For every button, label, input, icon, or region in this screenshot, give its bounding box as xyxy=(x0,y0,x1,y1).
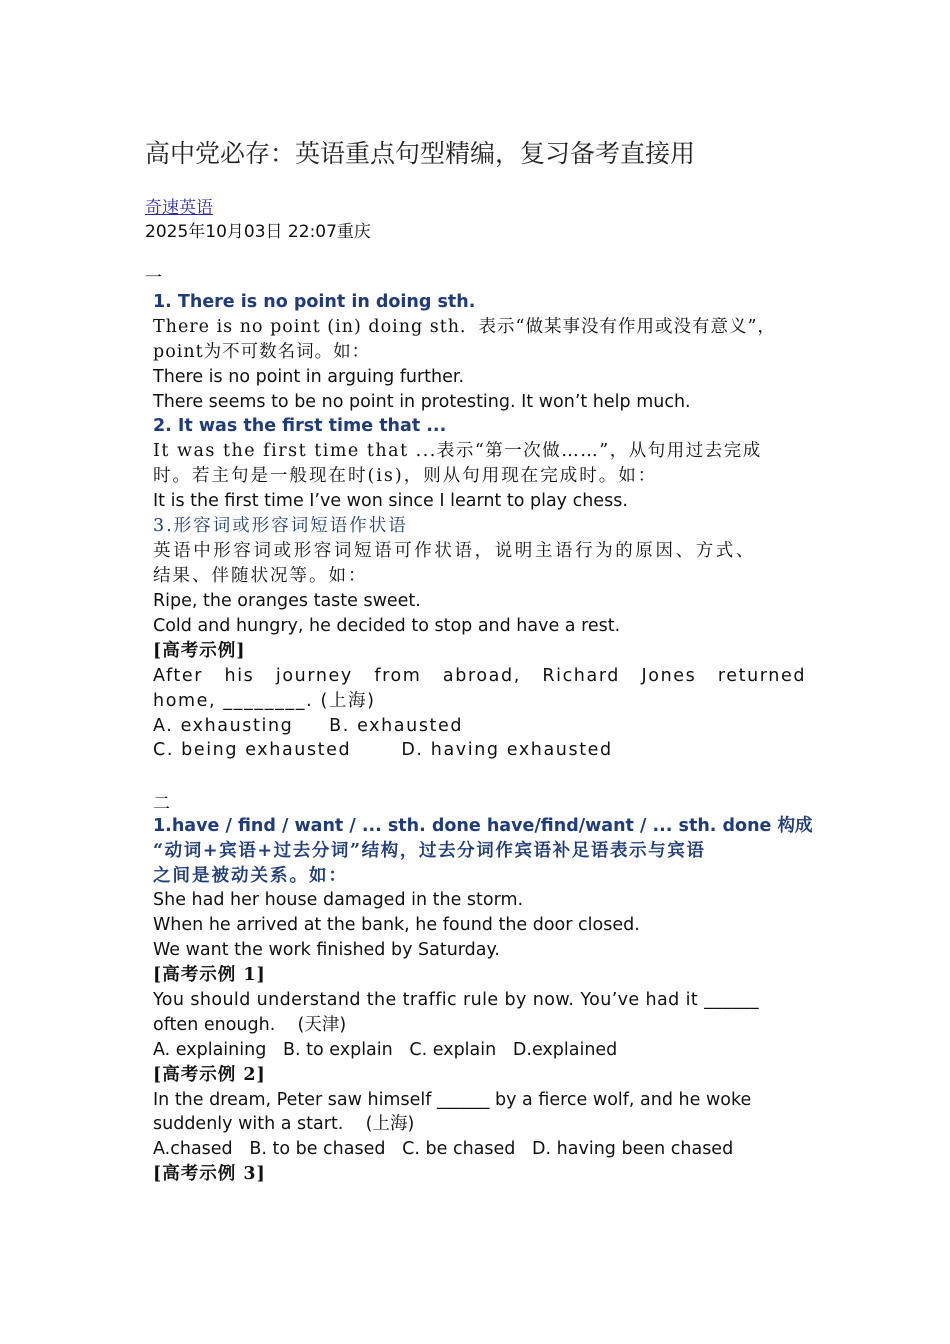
section-heading: “动词+宾语+过去分词”结构，过去分词作宾语补足语表示与宾语 xyxy=(153,841,706,861)
publish-dateline: 2025年10月03日 22:07重庆 xyxy=(145,222,371,242)
example-sentence: It is the first time I’ve won since I learnt to play chess. xyxy=(153,491,628,511)
paragraph-line: There is no point (in) doing sth．表示“做某事没有作用或没有意义”， xyxy=(153,317,776,337)
question-line: You should understand the traffic rule by now. You’ve had it ______ xyxy=(153,990,760,1010)
section-heading: 之间是被动关系。如： xyxy=(153,866,348,886)
question-line: often enough. (天津) xyxy=(153,1015,347,1035)
paragraph-line: 英语中形容词或形容词短语可作状语，说明主语行为的原因、方式、 xyxy=(153,541,756,561)
answer-options: A.chased B. to be chased C. be chased D. having been chased xyxy=(153,1139,734,1159)
paragraph-line: point为不可数名词。如： xyxy=(153,342,371,362)
example-sentence: We want the work finished by Saturday. xyxy=(153,940,500,960)
paragraph-line: It was the first time that ...表示“第一次做……”，从句用过去完成 xyxy=(153,441,762,461)
exam-example-label: [高考示例] xyxy=(153,641,246,661)
article-title: 高中党必存：英语重点句型精编，复习备考直接用 xyxy=(145,139,696,168)
section-heading: 3.形容词或形容词短语作状语 xyxy=(153,516,408,536)
paragraph-line: 结果、伴随状况等。如： xyxy=(153,566,368,586)
section-heading: 1.have / find / want / ... sth. done have/find/want / ... sth. done 构成 xyxy=(153,816,813,836)
section-heading: 1. There is no point in doing sth. xyxy=(153,292,476,312)
example-sentence: Ripe, the oranges taste sweet. xyxy=(153,591,421,611)
exam-example-label: [高考示例 2] xyxy=(153,1065,266,1085)
answer-options: A. exhausting B. exhausted xyxy=(153,716,464,736)
section-heading: 2. It was the first time that ... xyxy=(153,416,447,436)
answer-options: C. being exhausted D. having exhausted xyxy=(153,740,613,760)
example-sentence: There seems to be no point in protesting. It won’t help much. xyxy=(153,392,691,412)
answer-options: A. explaining B. to explain C. explain D.explained xyxy=(153,1040,618,1060)
exam-example-label: [高考示例 1] xyxy=(153,965,266,985)
paragraph-line: 时。若主句是一般现在时(is)，则从句用现在完成时。如： xyxy=(153,466,658,486)
exam-example-label: [高考示例 3] xyxy=(153,1164,266,1184)
author-link[interactable]: 奇速英语 xyxy=(145,198,213,218)
section-marker-1: 一 xyxy=(145,268,162,288)
example-sentence: She had her house damaged in the storm. xyxy=(153,890,524,910)
example-sentence: There is no point in arguing further. xyxy=(153,367,465,387)
example-sentence: When he arrived at the bank, he found the door closed. xyxy=(153,915,640,935)
example-sentence: Cold and hungry, he decided to stop and have a rest. xyxy=(153,616,621,636)
question-line: After his journey from abroad, Richard Jones returned xyxy=(153,666,807,686)
section-marker-2: 二 xyxy=(153,794,170,814)
question-line: home, ________. (上海) xyxy=(153,691,376,711)
question-line: In the dream, Peter saw himself ______ by a fierce wolf, and he woke xyxy=(153,1090,752,1110)
question-line: suddenly with a start. (上海) xyxy=(153,1114,415,1134)
